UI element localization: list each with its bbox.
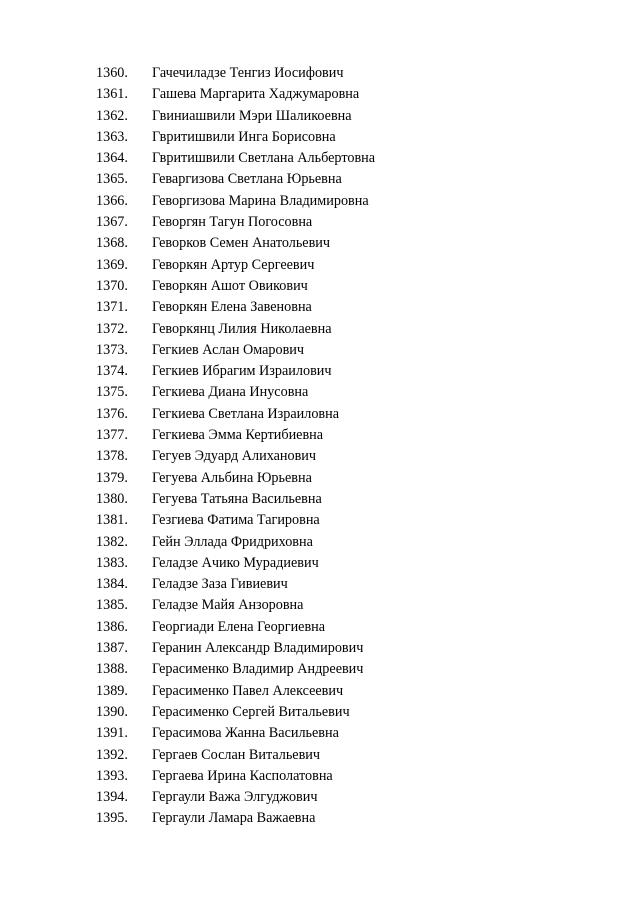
entry-name: Гегкиев Ибрагим Израилович <box>152 363 332 380</box>
entry-number: 1372. <box>96 320 128 337</box>
entry-name: Гвритишвили Инга Борисовна <box>152 128 336 145</box>
list-item <box>96 638 375 659</box>
list-item <box>96 681 375 702</box>
list-item <box>96 233 375 254</box>
entry-name: Гвритишвили Светлана Альбертовна <box>152 150 376 167</box>
entry-name: Гегкиева Диана Инусовна <box>152 384 309 401</box>
entry-number: 1393. <box>96 767 128 784</box>
list-item <box>96 723 375 744</box>
entry-name: Гергаев Сослан Витальевич <box>152 746 321 763</box>
entry-number: 1381. <box>96 512 128 529</box>
entry-number: 1387. <box>96 640 128 657</box>
entry-number: 1379. <box>96 469 128 486</box>
entry-number: 1380. <box>96 490 128 507</box>
list-item <box>96 255 375 276</box>
entry-name: Гергаева Ирина Касполатовна <box>152 767 333 784</box>
list-item <box>96 212 375 233</box>
list-item <box>96 468 375 489</box>
entry-name: Гегкиева Эмма Кертибиевна <box>152 427 324 444</box>
entry-name: Георгиади Елена Георгиевна <box>152 618 326 635</box>
entry-name: Геворгян Тагун Погосовна <box>152 214 313 231</box>
list-item <box>96 574 375 595</box>
entry-number: 1385. <box>96 597 128 614</box>
entry-number: 1377. <box>96 427 128 444</box>
entry-number: 1371. <box>96 299 128 316</box>
list-item <box>96 319 375 340</box>
entry-number: 1360. <box>96 65 128 81</box>
list-item <box>96 340 375 361</box>
entry-number: 1368. <box>96 235 128 252</box>
entry-name: Гергаули Важа Элгуджович <box>152 789 318 806</box>
entry-number: 1382. <box>96 533 128 550</box>
entry-number: 1390. <box>96 703 128 720</box>
entry-number: 1383. <box>96 554 128 571</box>
entry-name: Герасименко Владимир Андреевич <box>152 661 364 678</box>
entry-name: Гегкиев Аслан Омарович <box>152 341 305 358</box>
entry-number: 1395. <box>96 810 128 827</box>
entry-name: Гачечиладзе Тенгиз Иосифович <box>152 65 344 81</box>
list-item <box>96 489 375 510</box>
list-item <box>96 127 375 148</box>
entry-number: 1375. <box>96 384 128 401</box>
entry-number: 1373. <box>96 341 128 358</box>
entry-name: Гейн Эллада Фридриховна <box>152 533 313 550</box>
list-item <box>96 446 375 467</box>
entry-name: Геворкян Елена Завеновна <box>152 299 312 316</box>
entry-name: Герасименко Павел Алексеевич <box>152 682 344 699</box>
list-item <box>96 297 375 318</box>
list-item <box>96 106 375 127</box>
entry-name: Геладзе Заза Гивиевич <box>152 576 288 593</box>
list-item <box>96 84 375 105</box>
entry-number: 1366. <box>96 192 128 209</box>
numbered-name-list <box>96 63 375 830</box>
entry-name: Герасимова Жанна Васильевна <box>152 725 339 742</box>
list-item <box>96 745 375 766</box>
list-item <box>96 276 375 297</box>
list-item <box>96 425 375 446</box>
entry-number: 1392. <box>96 746 128 763</box>
list-item <box>96 382 375 403</box>
entry-name: Гергаули Ламара Важаевна <box>152 810 316 827</box>
list-item <box>96 361 375 382</box>
entry-name: Гвиниашвили Мэри Шаликоевна <box>152 107 352 124</box>
entry-name: Геворгизова Марина Владимировна <box>152 192 369 209</box>
list-item <box>96 617 375 638</box>
entry-number: 1362. <box>96 107 128 124</box>
entry-number: 1391. <box>96 725 128 742</box>
list-item <box>96 766 375 787</box>
entry-name: Геворкян Ашот Овикович <box>152 277 308 294</box>
list-item <box>96 510 375 531</box>
entry-name: Гезгиева Фатима Тагировна <box>152 512 320 529</box>
list-item <box>96 553 375 574</box>
list-item <box>96 595 375 616</box>
entry-number: 1376. <box>96 405 128 422</box>
entry-number: 1388. <box>96 661 128 678</box>
entry-name: Гегуев Эдуард Алиханович <box>152 448 317 465</box>
entry-number: 1374. <box>96 363 128 380</box>
list-item <box>96 532 375 553</box>
entry-name: Геворкян Артур Сергеевич <box>152 256 315 273</box>
entry-name: Герасименко Сергей Витальевич <box>152 703 350 720</box>
entry-number: 1369. <box>96 256 128 273</box>
entry-number: 1364. <box>96 150 128 167</box>
entry-number: 1389. <box>96 682 128 699</box>
list-item <box>96 659 375 680</box>
entry-name: Геворков Семен Анатольевич <box>152 235 331 252</box>
list-item <box>96 404 375 425</box>
list-item <box>96 702 375 723</box>
list-item <box>96 169 375 190</box>
entry-name: Геладзе Майя Анзоровна <box>152 597 304 614</box>
entry-number: 1363. <box>96 128 128 145</box>
entry-number: 1367. <box>96 214 128 231</box>
list-item <box>96 63 375 84</box>
entry-number: 1361. <box>96 86 128 103</box>
entry-name: Геворкянц Лилия Николаевна <box>152 320 332 337</box>
entry-name: Геранин Александр Владимирович <box>152 640 364 657</box>
entry-name: Гегкиева Светлана Израиловна <box>152 405 340 422</box>
entry-number: 1384. <box>96 576 128 593</box>
list-item <box>96 808 375 829</box>
entry-name: Геладзе Ачико Мурадиевич <box>152 554 319 571</box>
entry-number: 1370. <box>96 277 128 294</box>
entry-name: Гегуева Альбина Юрьевна <box>152 469 312 486</box>
entry-name: Гашева Маргарита Хаджумаровна <box>152 86 360 103</box>
entry-number: 1394. <box>96 789 128 806</box>
list-item <box>96 787 375 808</box>
entry-number: 1386. <box>96 618 128 635</box>
entry-name: Геваргизова Светлана Юрьевна <box>152 171 342 188</box>
entry-number: 1378. <box>96 448 128 465</box>
entry-name: Гегуева Татьяна Васильевна <box>152 490 322 507</box>
entry-number: 1365. <box>96 171 128 188</box>
list-item <box>96 191 375 212</box>
list-item <box>96 148 375 169</box>
